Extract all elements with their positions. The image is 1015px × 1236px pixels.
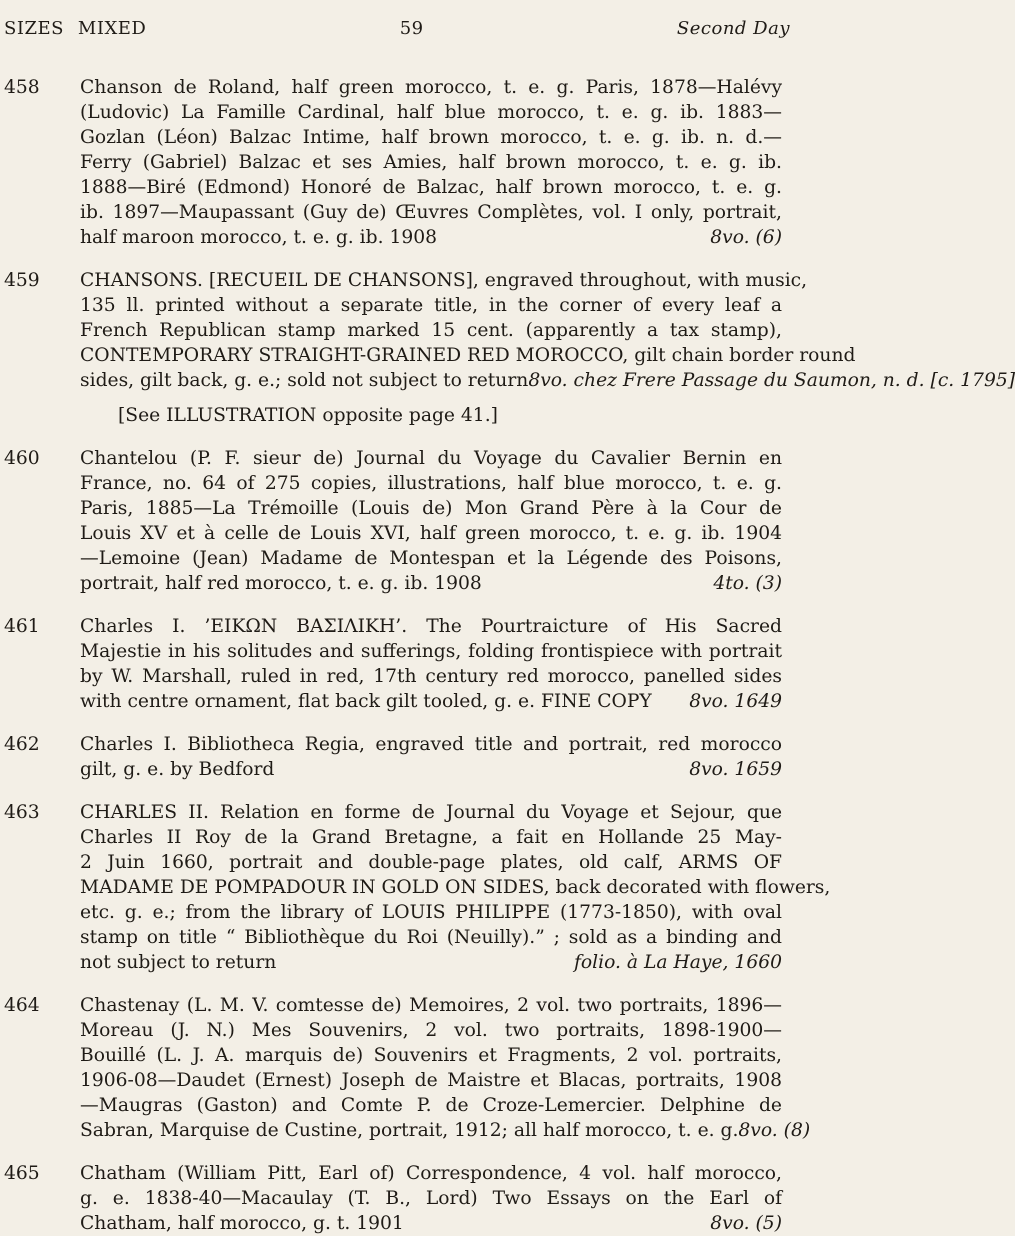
- lot-line-final: sides, gilt back, g. e.; sold not subject to return: [80, 370, 529, 391]
- lot-line: Louis XV et à celle de Louis XVI, half green morocco, t. e. g. ib. 1904: [80, 523, 782, 544]
- lot-line: Paris, 1885—La Trémoille (Louis de) Mon Grand Père à la Cour de: [80, 498, 782, 519]
- lot-format: 4to. (3): [713, 573, 782, 594]
- lot-line-final: not subject to return: [80, 952, 277, 973]
- lot-number: 460: [4, 448, 40, 469]
- lot-line: CONTEMPORARY STRAIGHT-GRAINED RED MOROCCO, gilt chain border round: [80, 345, 856, 366]
- lot-line: —Maugras (Gaston) and Comte P. de Croze-Lemercier. Delphine de: [80, 1095, 782, 1116]
- lot-line: 135 ll. printed without a separate title, in the corner of every leaf a: [80, 295, 782, 316]
- lot-format-line: [80, 571, 782, 596]
- lot-entry: [0, 268, 1015, 428]
- lot-line: Chanson de Roland, half green morocco, t. e. g. Paris, 1878—Halévy: [80, 77, 782, 98]
- lot-number: 464: [4, 995, 40, 1016]
- header-sizes: SIZES: [4, 18, 64, 39]
- lot-line: Charles I. ’ΕΙΚΩΝ ΒΑΣΙΛΙΚΗ’. The Pourtraicture of His Sacred: [80, 616, 782, 637]
- lot-format: 8vo. (8): [738, 1120, 811, 1141]
- lot-format: folio. à La Haye, 1660: [574, 952, 782, 973]
- lot-description: [80, 75, 782, 250]
- lot-line-final: Chatham, half morocco, g. t. 1901: [80, 1213, 404, 1234]
- lot-format-line: [80, 1211, 782, 1236]
- header-left: [4, 18, 146, 39]
- lot-see-note: [See ILLUSTRATION opposite page 41.]: [118, 405, 498, 426]
- lot-format-line: [80, 950, 782, 975]
- lot-entry: [0, 993, 811, 1143]
- lot-format-line: [80, 757, 782, 782]
- lot-line: Chantelou (P. F. sieur de) Journal du Voyage du Cavalier Bernin en: [80, 448, 782, 469]
- header-mixed: MIXED: [77, 18, 147, 39]
- lot-line: Chatham (William Pitt, Earl of) Correspondence, 4 vol. half morocco,: [80, 1163, 782, 1184]
- lot-line: Majestie in his solitudes and sufferings, folding frontispiece with portrait: [80, 641, 782, 662]
- lot-line-final: gilt, g. e. by Bedford: [80, 759, 275, 780]
- lot-entry: [0, 614, 800, 714]
- lot-format: 8vo. 1649: [689, 691, 782, 712]
- lot-line: 1888—Biré (Edmond) Honoré de Balzac, half brown morocco, t. e. g.: [80, 177, 782, 198]
- lot-format-line: [80, 368, 1015, 393]
- lot-line-final: half maroon morocco, t. e. g. ib. 1908: [80, 227, 438, 248]
- lot-description: [80, 446, 782, 596]
- lot-line-final: with centre ornament, flat back gilt tooled, g. e. FINE COPY: [80, 691, 652, 712]
- lot-number: 463: [4, 802, 40, 823]
- lot-format: 8vo. (5): [710, 1213, 782, 1234]
- lot-line: Moreau (J. N.) Mes Souvenirs, 2 vol. two portraits, 1898-1900—: [80, 1020, 782, 1041]
- lot-entry: [0, 1161, 800, 1236]
- lot-entry: [0, 75, 800, 250]
- header-day: Second Day: [676, 18, 790, 39]
- lot-line: CHARLES II. Relation en forme de Journal du Voyage et Sejour, que: [80, 802, 782, 823]
- lot-description: [80, 800, 831, 975]
- lot-description: [80, 732, 782, 782]
- lot-line: MADAME DE POMPADOUR IN GOLD ON SIDES, back decorated with flowers,: [80, 877, 831, 898]
- lot-format: 8vo. 1659: [689, 759, 782, 780]
- lot-description: [80, 268, 1015, 393]
- lot-number: 458: [4, 77, 40, 98]
- lot-entry: [0, 446, 800, 596]
- lot-line: Ferry (Gabriel) Balzac et ses Amies, half brown morocco, t. e. g. ib.: [80, 152, 782, 173]
- lot-description: [80, 993, 811, 1143]
- lot-number: 462: [4, 734, 40, 755]
- lot-line: 1906-08—Daudet (Ernest) Joseph de Maistre et Blacas, portraits, 1908: [80, 1070, 782, 1091]
- lot-line: stamp on title “ Bibliothèque du Roi (Neuilly).” ; sold as a binding and: [80, 927, 782, 948]
- lot-line: Gozlan (Léon) Balzac Intime, half brown morocco, t. e. g. ib. n. d.—: [80, 127, 782, 148]
- lot-format-line: [80, 1118, 811, 1143]
- lot-number: 461: [4, 616, 40, 637]
- lot-line: Bouillé (L. J. A. marquis de) Souvenirs et Fragments, 2 vol. portraits,: [80, 1045, 782, 1066]
- lot-line: Chastenay (L. M. V. comtesse de) Memoires, 2 vol. two portraits, 1896—: [80, 995, 782, 1016]
- lot-line-final: portrait, half red morocco, t. e. g. ib. 1908: [80, 573, 482, 594]
- lot-line: ib. 1897—Maupassant (Guy de) Œuvres Complètes, vol. I only, portrait,: [80, 202, 782, 223]
- lot-line: French Republican stamp marked 15 cent. (apparently a tax stamp),: [80, 320, 782, 341]
- lot-line: Charles I. Bibliotheca Regia, engraved title and portrait, red morocco: [80, 734, 782, 755]
- lot-number: 459: [4, 270, 40, 291]
- lot-line: by W. Marshall, ruled in red, 17th century red morocco, panelled sides: [80, 666, 782, 687]
- lot-entry: [0, 732, 800, 782]
- lot-format-line: [80, 689, 782, 714]
- lot-format: 8vo. chez Frere Passage du Saumon, n. d. [c. 1795]: [528, 370, 1015, 391]
- page-number: 59: [399, 18, 424, 39]
- lot-list: [0, 75, 1015, 1236]
- lot-line: g. e. 1838-40—Macaulay (T. B., Lord) Two Essays on the Earl of: [80, 1188, 782, 1209]
- lot-line: CHANSONS. [RECUEIL DE CHANSONS], engraved throughout, with music,: [80, 270, 808, 291]
- lot-description: [80, 614, 782, 714]
- lot-entry: [0, 800, 831, 975]
- running-header: [4, 18, 790, 39]
- lot-line: etc. g. e.; from the library of LOUIS PHILIPPE (1773-1850), with oval: [80, 902, 782, 923]
- lot-line: 2 Juin 1660, portrait and double-page plates, old calf, ARMS OF: [80, 852, 782, 873]
- lot-format-line: [80, 225, 782, 250]
- lot-line-final: Sabran, Marquise de Custine, portrait, 1912; all half morocco, t. e. g.: [80, 1120, 739, 1141]
- lot-line: France, no. 64 of 275 copies, illustrations, half blue morocco, t. e. g.: [80, 473, 782, 494]
- lot-description: [80, 1161, 782, 1236]
- lot-line: Charles II Roy de la Grand Bretagne, a fait en Hollande 25 May-: [80, 827, 782, 848]
- lot-format: 8vo. (6): [710, 227, 782, 248]
- lot-line: —Lemoine (Jean) Madame de Montespan et la Légende des Poisons,: [80, 548, 782, 569]
- lot-number: 465: [4, 1163, 40, 1184]
- lot-line: (Ludovic) La Famille Cardinal, half blue morocco, t. e. g. ib. 1883—: [80, 102, 782, 123]
